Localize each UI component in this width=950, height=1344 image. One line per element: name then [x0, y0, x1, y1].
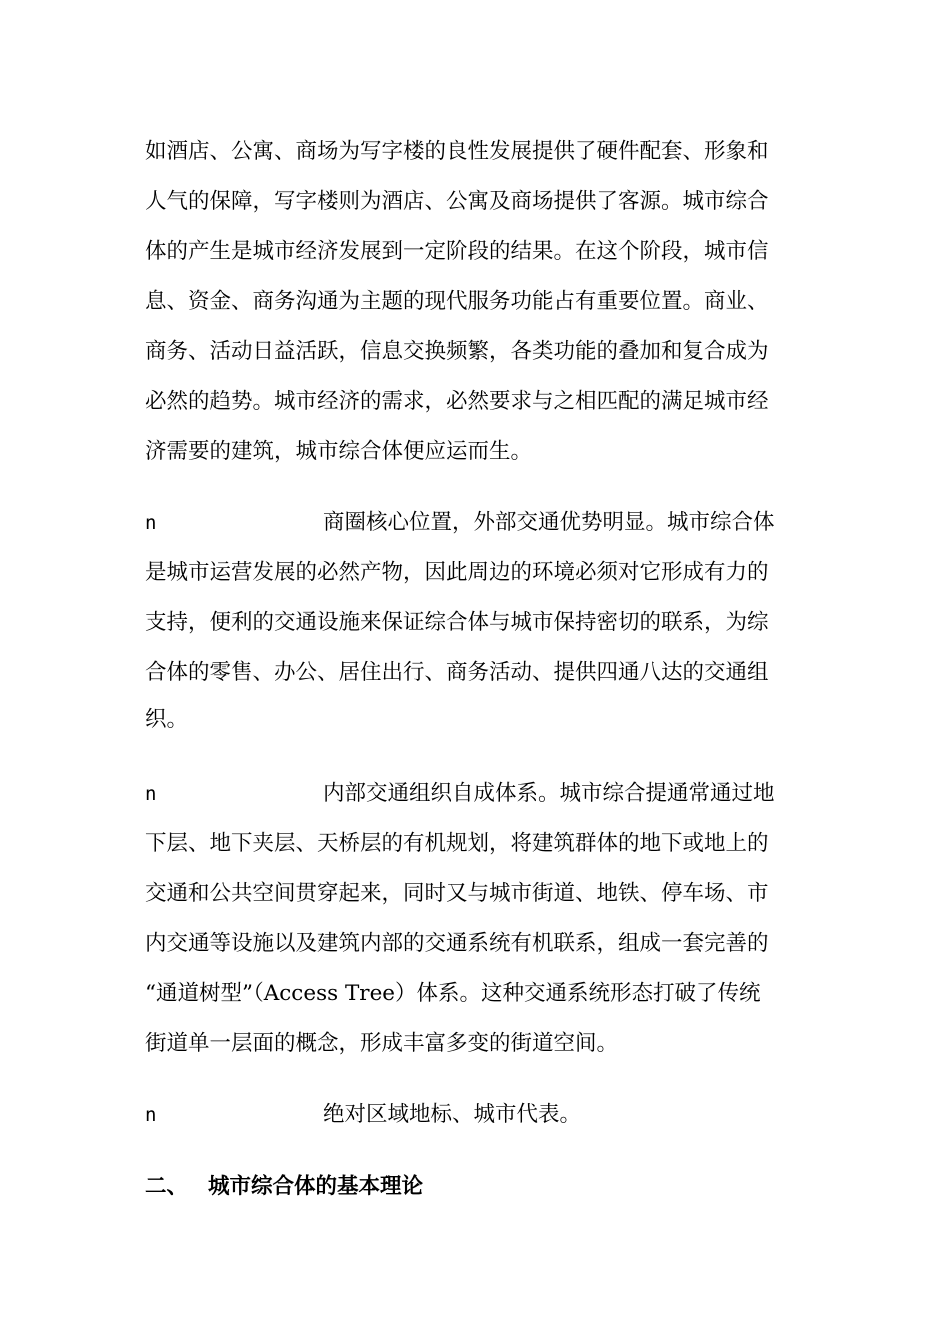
bullet-marker: n — [145, 783, 157, 805]
text-line: 织。 — [145, 707, 189, 732]
text-line: 人气的保障，写字楼则为酒店、公寓及商场提供了客源。城市综合 — [145, 189, 769, 214]
bullet-first-line: 绝对区域地标、城市代表。 — [323, 1102, 582, 1127]
text-line: 交通和公共空间贯穿起来，同时又与城市街道、地铁、停车场、市 — [145, 881, 769, 906]
text-line: 合体的零售、办公、居住出行、商务活动、提供四通八达的交通组 — [145, 660, 769, 685]
text-line: 体的产生是城市经济发展到一定阶段的结果。在这个阶段，城市信 — [145, 239, 769, 264]
bullet-first-line: 商圈核心位置，外部交通优势明显。城市综合体 — [323, 510, 775, 535]
bullet-marker: n — [145, 512, 157, 534]
text-line: 必然的趋势。城市经济的需求，必然要求与之相匹配的满足城市经 — [145, 389, 769, 414]
text-line: 如酒店、公寓、商场为写字楼的良性发展提供了硬件配套、形象和 — [145, 139, 769, 164]
text-line: “通道树型”（Access Tree）体系。这种交通系统形态打破了传统 — [145, 981, 761, 1006]
text-line: 商务、活动日益活跃，信息交换频繁，各类功能的叠加和复合成为 — [145, 339, 769, 364]
section-title: 城市综合体的基本理论 — [208, 1174, 424, 1199]
text-line: 下层、地下夹层、天桥层的有机规划，将建筑群体的地下或地上的 — [145, 831, 769, 856]
text-line: 济需要的建筑，城市综合体便应运而生。 — [145, 439, 533, 464]
section-heading — [145, 1172, 423, 1202]
text-line: 是城市运营发展的必然产物，因此周边的环境必须对它形成有力的 — [145, 560, 769, 585]
bullet-first-line: 内部交通组织自成体系。城市综合提通常通过地 — [323, 781, 775, 806]
text-line: 内交通等设施以及建筑内部的交通系统有机联系，组成一套完善的 — [145, 931, 769, 956]
section-number: 二、 — [145, 1174, 189, 1199]
text-line: 息、资金、商务沟通为主题的现代服务功能占有重要位置。商业、 — [145, 289, 769, 314]
text-line: 街道单一层面的概念，形成丰富多变的街道空间。 — [145, 1031, 619, 1056]
bullet-marker: n — [145, 1104, 157, 1126]
text-line: 支持，便利的交通设施来保证综合体与城市保持密切的联系，为综 — [145, 610, 769, 635]
